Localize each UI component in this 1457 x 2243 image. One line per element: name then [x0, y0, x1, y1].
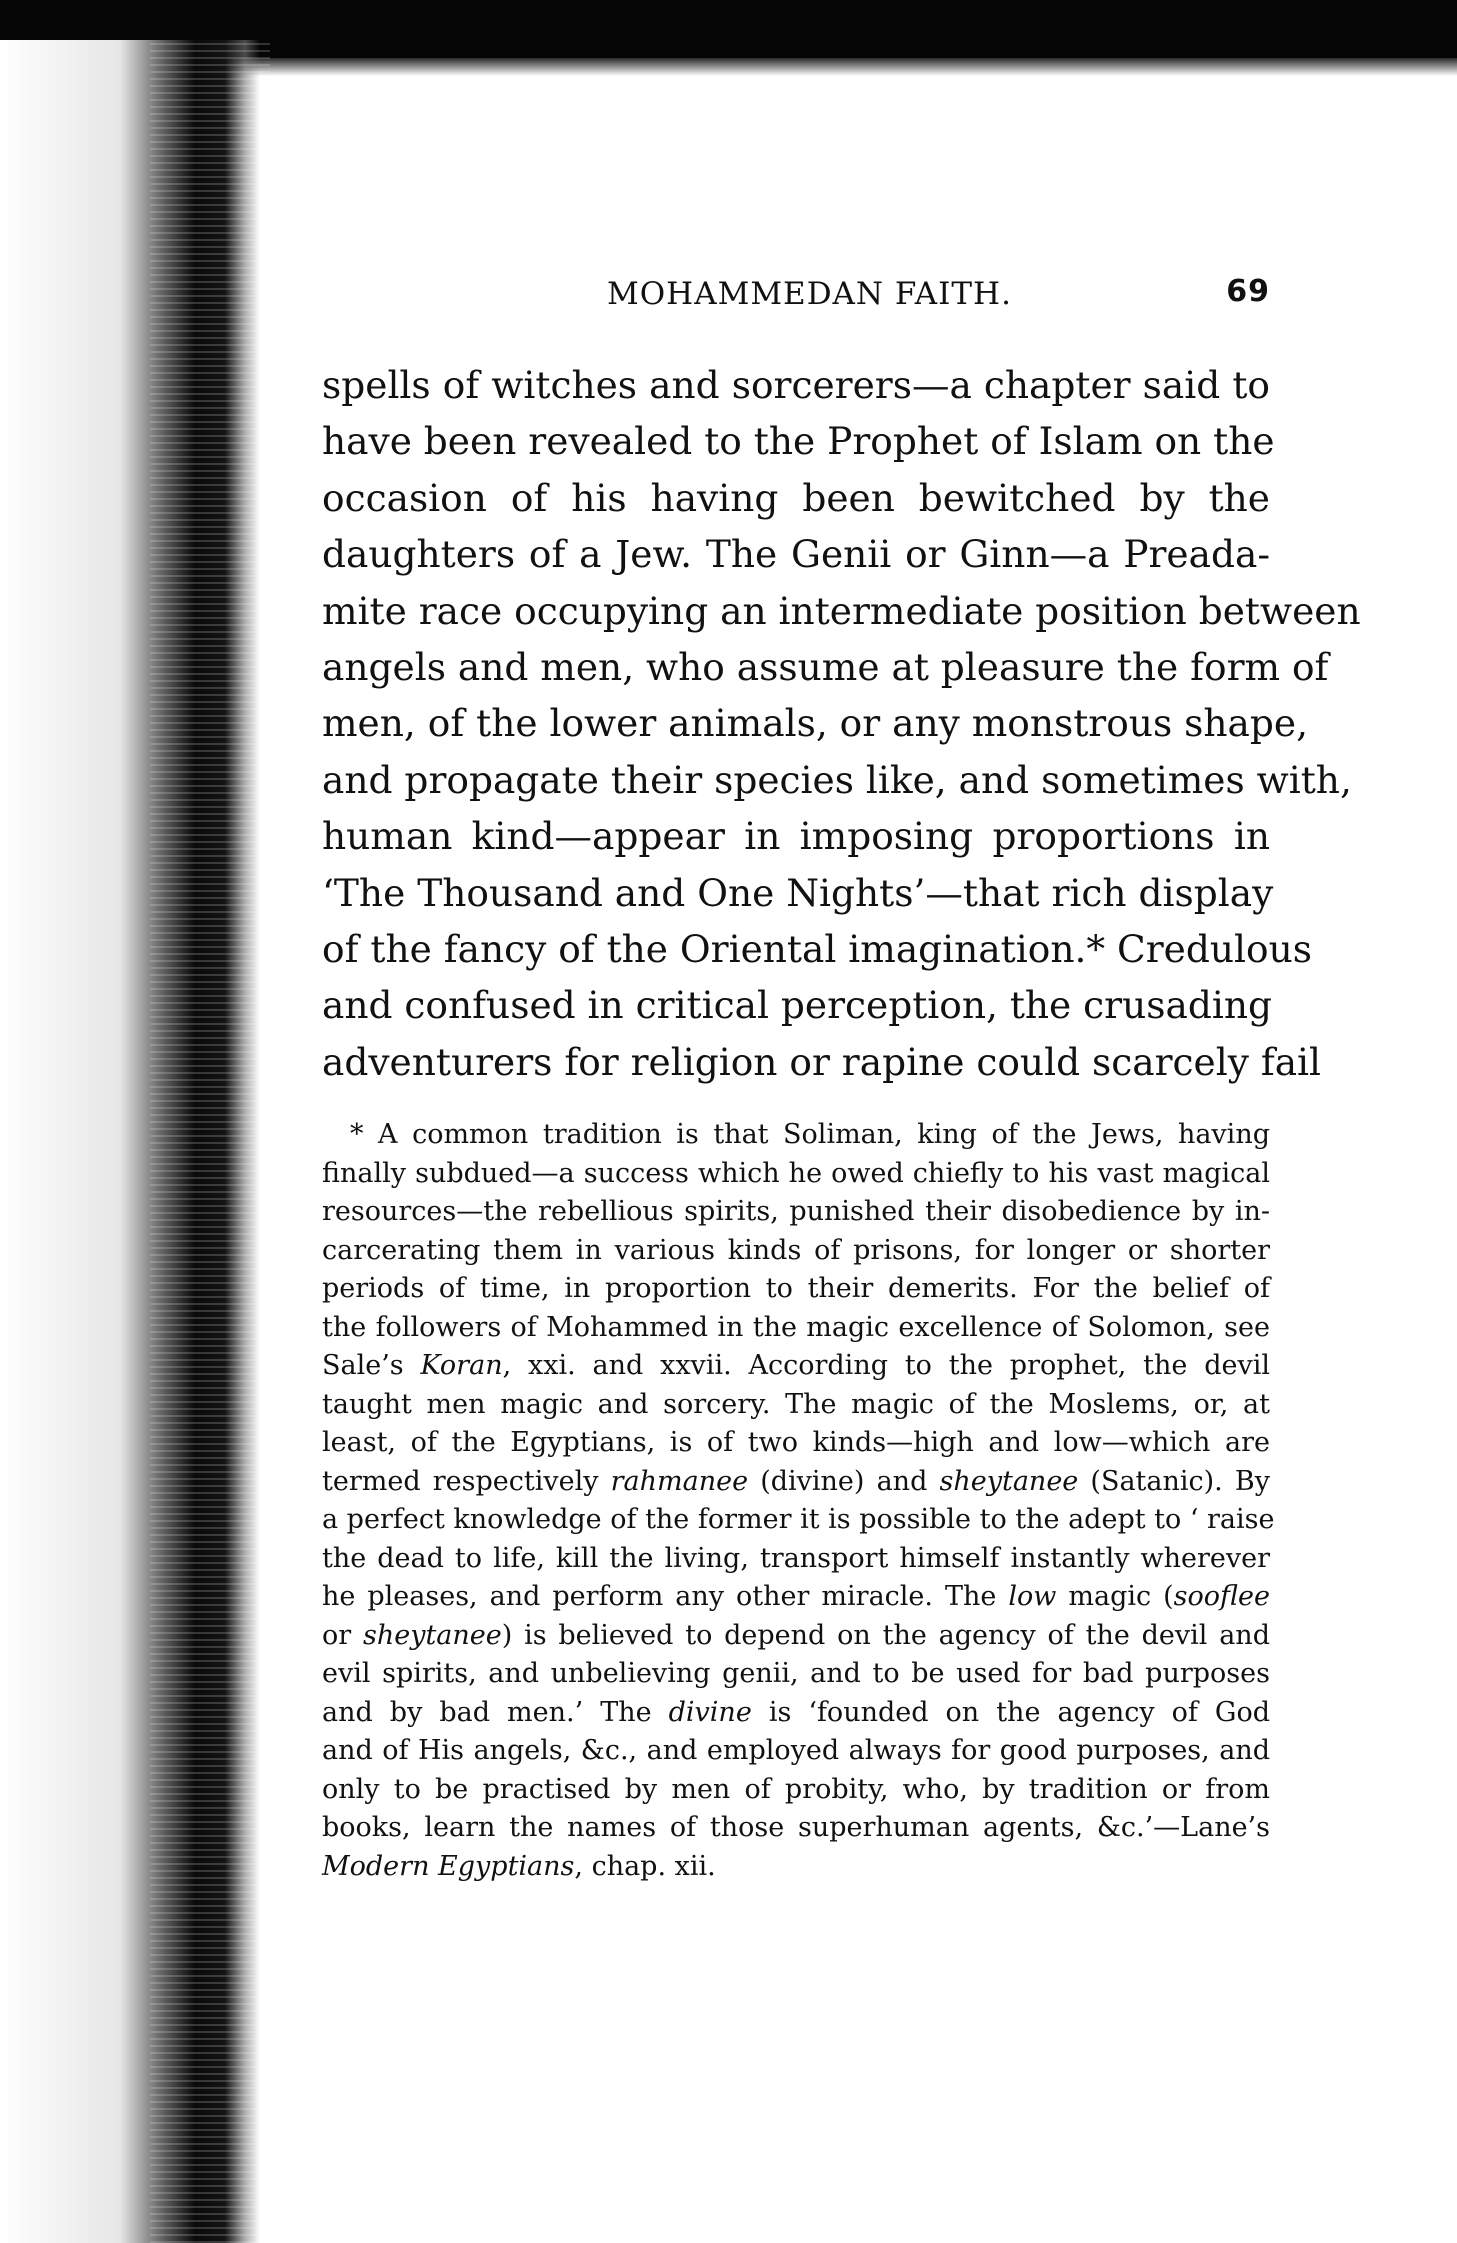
footnote-text: ) is believed to depend on the agency of the devil and	[501, 1619, 1270, 1651]
footnote-italic-term: sheytanee	[362, 1619, 502, 1651]
footnote-line: a perfect knowledge of the former it is possible to the adept to ‘ raise	[322, 1504, 1275, 1536]
footnote-italic-term: rahmanee	[610, 1465, 749, 1497]
body-line: men, of the lower animals, or any monstrous shape,	[322, 701, 1308, 746]
footnote-text: (divine) and	[748, 1465, 940, 1497]
footnote-text: Sale’s	[322, 1350, 421, 1382]
footnote-line: carcerating them in various kinds of prisons, for longer or shorter	[322, 1234, 1270, 1266]
body-line: spells of witches and sorcerers—a chapter said to	[322, 363, 1270, 407]
footnote-line: least, of the Egyptians, is of two kinds—high and low—which are	[322, 1427, 1270, 1459]
binding-gutter-texture	[150, 40, 270, 2243]
footnote-text: magic (	[1056, 1581, 1174, 1613]
footnote-text: he pleases, and perform any other miracle. The	[322, 1581, 1009, 1613]
footnote-line	[322, 1848, 1270, 1887]
footnote-line: periods of time, in proportion to their demerits. For the belief of	[322, 1273, 1270, 1305]
footnote-line: books, learn the names of those superhuman agents, &c.’—Lane’s	[322, 1812, 1270, 1844]
body-line: daughters of a Jew. The Genii or Ginn—a Preada-	[322, 532, 1270, 577]
footnote-line: * A common tradition is that Soliman, king of the Jews, having	[350, 1119, 1270, 1151]
footnote-line	[322, 1578, 1270, 1617]
body-line: have been revealed to the Prophet of Islam on the	[322, 419, 1275, 464]
footnote-line	[322, 1617, 1270, 1656]
body-line: and confused in critical perception, the crusading	[322, 983, 1273, 1028]
body-line: of the fancy of the Oriental imagination.* Credulous	[322, 926, 1312, 971]
footnote-text: , xxi. and xxvii. According to the prophet, the devil	[502, 1350, 1270, 1382]
footnote-italic-term: divine	[668, 1696, 752, 1728]
footnote-text: is ‘founded on the agency of God	[751, 1696, 1270, 1728]
footnote	[322, 1116, 1275, 1886]
footnote-line	[322, 1694, 1270, 1733]
footnote-italic-title: Koran	[420, 1350, 503, 1382]
footnote-line: only to be practised by men of probity, who, by tradition or from	[322, 1773, 1270, 1805]
body-line: human kind—appear in imposing proportions in	[322, 814, 1270, 859]
running-head	[322, 270, 1270, 330]
footnote-line	[322, 1463, 1270, 1502]
footnote-line: taught men magic and sorcery. The magic of the Moslems, or, at	[322, 1388, 1270, 1420]
running-title: MOHAMMEDAN FAITH.	[607, 276, 1012, 312]
footnote-line: resources—the rebellious spirits, punished their disobedience by in-	[322, 1196, 1270, 1228]
body-line: adventurers for religion or rapine could scarcely fail	[322, 1039, 1322, 1084]
footnote-italic-title: Modern Egyptians	[322, 1850, 575, 1882]
footnote-line: the followers of Mohammed in the magic excellence of Solomon, see	[322, 1311, 1270, 1343]
footnote-line: finally subdued—a success which he owed chiefly to his vast magical	[322, 1157, 1270, 1189]
footnote-italic-term: low	[1008, 1581, 1057, 1613]
footnote-italic-term: sooflee	[1173, 1581, 1270, 1613]
body-line: angels and men, who assume at pleasure the form of	[322, 644, 1329, 689]
footnote-text: termed respectively	[322, 1465, 611, 1497]
footnote-line: evil spirits, and unbelieving genii, and to be used for bad purposes	[322, 1658, 1270, 1690]
footnote-text: , chap. xii.	[574, 1850, 716, 1882]
page-number: 69	[1226, 274, 1270, 309]
body-line: and propagate their species like, and sometimes with,	[322, 757, 1352, 802]
footnote-text: and by bad men.’ The	[322, 1696, 669, 1728]
body-line: occasion of his having been bewitched by the	[322, 475, 1270, 520]
main-text	[322, 357, 1361, 1090]
footnote-line: the dead to life, kill the living, transport himself instantly wherever	[322, 1542, 1270, 1574]
body-line: ‘The Thousand and One Nights’—that rich display	[322, 870, 1274, 915]
footnote-text: or	[322, 1619, 363, 1651]
book-page	[322, 270, 1361, 1886]
footnote-italic-term: sheytanee	[939, 1465, 1079, 1497]
footnote-text: (Satanic). By	[1078, 1465, 1270, 1497]
footnote-line: and of His angels, &c., and employed always for good purposes, and	[322, 1735, 1270, 1767]
footnote-line	[322, 1347, 1270, 1386]
body-line: mite race occupying an intermediate position between	[322, 588, 1361, 633]
